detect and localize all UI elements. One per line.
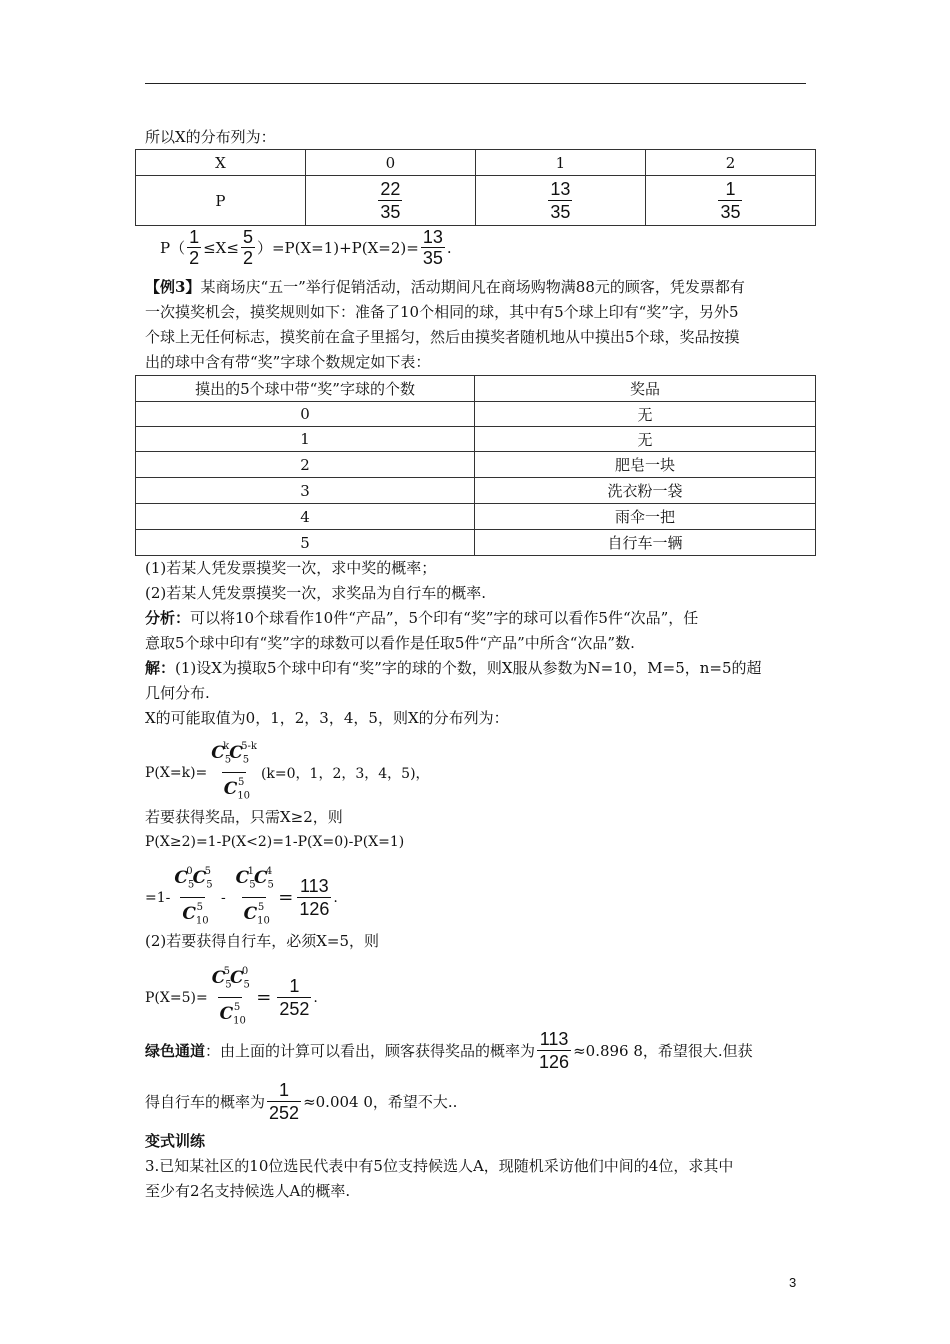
table-cell: 3 [136, 478, 475, 504]
numerator: 1 [279, 1080, 290, 1100]
solution-text: 几何分布. [145, 684, 210, 702]
practice-title: 变式训练 [145, 1132, 206, 1150]
header-rule [145, 83, 806, 84]
practice-text: 3.已知某社区的10位选民代表中有5位支持候选人A，现随机采访他们中间的4位，求其中 [145, 1157, 734, 1175]
analysis-text: 意取5个球中印有“奖”字的球数可以看作是任取5件“产品”中所含“次品”数. [145, 634, 635, 652]
fraction [187, 227, 201, 268]
probability-line [160, 227, 452, 268]
page-number: 3 [789, 1275, 797, 1290]
table-row [136, 478, 816, 504]
numerator: $C_5^5C_5^0$ [211, 966, 250, 991]
solution-complement: P(X≥2)=1-P(X<2)=1-P(X=0)-P(X=1) [145, 834, 405, 850]
question-2: (2)若某人凭发票摸奖一次，求奖品为自行车的概率. [145, 584, 487, 602]
table-cell: 洗衣粉一袋 [475, 478, 816, 504]
table-cell: 雨伞一把 [475, 504, 816, 530]
table-row [136, 452, 816, 478]
numerator: $C_5^0C_5^5$ [174, 866, 213, 891]
table-header-cell: 摸出的5个球中带“奖”字球的个数 [136, 376, 475, 402]
numerator: 13 [550, 179, 571, 199]
numerator: 1 [189, 227, 200, 247]
fraction [378, 178, 402, 223]
text: ）=P(X=1)+P(X=2)= [256, 239, 419, 257]
example-tag: 【例3】 [145, 278, 201, 296]
table-header-cell: 2 [645, 150, 815, 176]
text: 得自行车的概率为 [145, 1093, 266, 1111]
denominator: 35 [380, 202, 401, 222]
text: ≈0.896 8，希望很大.但获 [573, 1042, 753, 1060]
prize-table [135, 375, 816, 556]
table-cell [645, 176, 815, 226]
p5-formula [145, 962, 318, 1033]
text: P(X=5)= [145, 989, 208, 1006]
text: =1- [145, 889, 171, 906]
text: = [278, 887, 294, 909]
text: . [333, 889, 338, 906]
text: (k=0，1，2，3，4，5)， [260, 765, 430, 782]
table-header-cell: 奖品 [475, 376, 816, 402]
denominator: 252 [269, 1103, 300, 1123]
denominator: $C_{10}^5$ [218, 997, 243, 1033]
text: ：由上面的计算可以看出，顾客获得奖品的概率为 [205, 1042, 536, 1060]
table-row [136, 504, 816, 530]
table-cell [475, 176, 645, 226]
table-cell: 肥皂一块 [475, 452, 816, 478]
table-cell: 2 [136, 452, 475, 478]
table-cell: 5 [136, 530, 475, 556]
solution-part2: (2)若要获得自行车，必须X=5，则 [145, 932, 380, 950]
table-cell: 自行车一辆 [475, 530, 816, 556]
table-cell [305, 176, 475, 226]
text: ≤X≤ [203, 238, 239, 257]
table-row [136, 530, 816, 556]
solution [145, 656, 807, 731]
denominator: $C_{10}^5$ [222, 772, 247, 808]
table-header-cell: 1 [475, 150, 645, 176]
green-channel-label: 绿色通道 [145, 1042, 206, 1060]
fraction [548, 178, 572, 223]
numerator: 1 [289, 976, 300, 997]
text: - [220, 889, 226, 906]
fraction [277, 975, 311, 1020]
solution-label: 解： [145, 659, 176, 677]
table-cell: 4 [136, 504, 475, 530]
fraction [297, 875, 331, 920]
table-row-label: P [136, 176, 306, 226]
solution-condition: 若要获得奖品，只需X≥2，则 [145, 808, 343, 826]
fraction [234, 862, 275, 933]
numerator: 22 [380, 179, 401, 199]
table-cell: 0 [136, 402, 475, 427]
table-header-cell: 0 [305, 150, 475, 176]
table-cell: 无 [475, 402, 816, 427]
intro-text: 所以X的分布列为： [145, 128, 276, 146]
denominator: 126 [299, 899, 330, 920]
practice-text: 至少有2名支持候选人A的概率. [145, 1182, 351, 1200]
green-channel-line-2 [145, 1079, 457, 1124]
denominator: 2 [189, 248, 200, 268]
denominator: 2 [242, 248, 253, 268]
example-text: 一次摸奖机会，摸奖规则如下：准备了10个相同的球，其中有5个球上印有“奖”字，另外5 [145, 303, 739, 321]
text: = [256, 987, 272, 1009]
numerator: 113 [300, 876, 329, 897]
text: . [446, 238, 452, 257]
analysis [145, 606, 807, 656]
text: P(X=k)= [145, 764, 208, 781]
fraction [209, 737, 259, 808]
questions [145, 556, 807, 606]
example3 [145, 275, 807, 375]
table-cell: 无 [475, 427, 816, 452]
distribution-table [135, 149, 816, 226]
analysis-label: 分析： [145, 609, 191, 627]
fraction [421, 227, 445, 268]
text: P（ [160, 239, 186, 257]
solution-text: X的可能取值为0，1，2，3，4，5，则X的分布列为： [145, 709, 509, 727]
solution-text: (1)设X为摸取5个球中印有“奖”字的球的个数，则X服从参数为N=10，M=5，n=5的超 [175, 659, 762, 677]
text: . [313, 989, 318, 1006]
table-header-cell: X [136, 150, 306, 176]
numerator: 1 [725, 179, 736, 199]
fraction [537, 1028, 571, 1073]
text: ≈0.004 0，希望不大.. [303, 1093, 458, 1111]
pmf-formula [145, 737, 430, 808]
denominator: 35 [422, 248, 443, 268]
fraction [172, 862, 213, 933]
denominator: 35 [720, 202, 741, 222]
numerator: $C_5^1C_5^4$ [235, 866, 274, 891]
calc-formula [145, 862, 338, 933]
practice [145, 1129, 807, 1204]
numerator: 113 [539, 1029, 569, 1049]
question-1: (1)若某人凭发票摸奖一次，求中奖的概率； [145, 559, 437, 577]
numerator: 13 [422, 227, 443, 247]
green-channel-line-1 [145, 1028, 753, 1073]
fraction [210, 962, 251, 1033]
denominator: 252 [279, 999, 310, 1020]
table-row [136, 427, 816, 452]
example-text: 个球上无任何标志，摸奖前在盒子里摇匀，然后由摸奖者随机地从中摸出5个球，奖品按摸 [145, 328, 740, 346]
denominator: 126 [539, 1052, 570, 1072]
table-cell: 1 [136, 427, 475, 452]
example-text: 某商场庆“五一”举行促销活动，活动期间凡在商场购物满88元的顾客，凭发票都有 [200, 278, 745, 296]
example-text: 出的球中含有带“奖”字球个数规定如下表： [145, 353, 431, 371]
fraction [718, 178, 742, 223]
numerator: $C_5^kC_5^{5-k}$ [211, 741, 257, 766]
fraction [241, 227, 255, 268]
numerator: 5 [242, 227, 253, 247]
table-row [136, 402, 816, 427]
denominator: $C_{10}^5$ [242, 897, 267, 933]
denominator: $C_{10}^5$ [180, 897, 205, 933]
denominator: 35 [550, 202, 571, 222]
fraction [267, 1079, 301, 1124]
analysis-text: 可以将10个球看作10件“产品”，5个印有“奖”字的球可以看作5件“次品”，任 [190, 609, 699, 627]
